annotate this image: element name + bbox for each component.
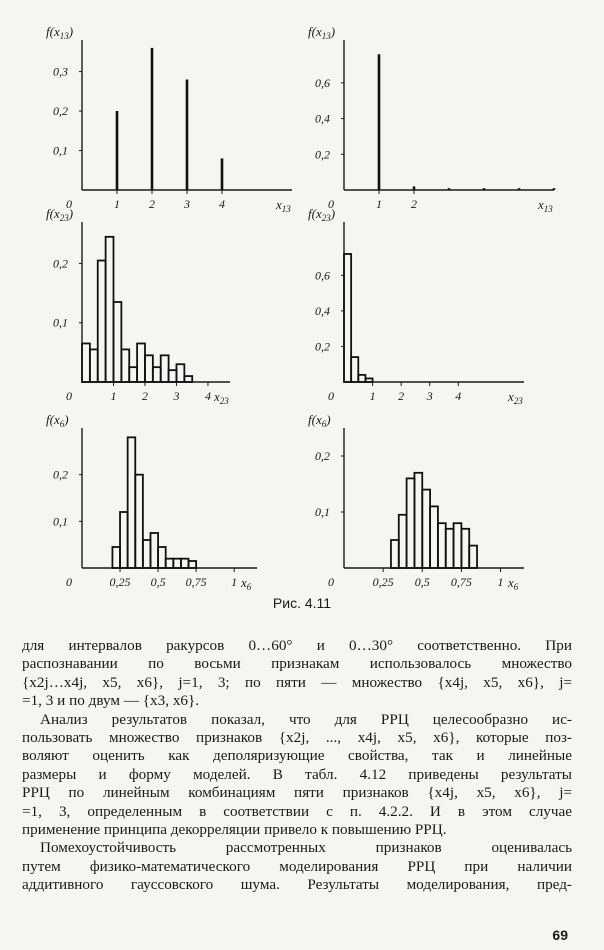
y-tick-label: 0,2 [53, 467, 68, 482]
page-number: 69 [552, 927, 568, 943]
x-tick-label: 0,75 [450, 575, 472, 589]
y-axis-label: $f(x_{13})$ [46, 24, 74, 41]
x-axis-label: $x_{13}$ [538, 197, 553, 214]
x-tick-label: 4 [219, 197, 225, 211]
paragraph [22, 711, 572, 840]
x-tick-label: 2 [149, 197, 155, 211]
x-tick-label: 0,75 [185, 575, 207, 589]
histogram-bar [129, 367, 137, 382]
histogram-bar [120, 512, 128, 568]
origin-label: 0 [66, 575, 72, 589]
text-line: размеры и форму моделей. В табл. 4.12 приведены результаты [22, 765, 572, 783]
histogram-bar [351, 357, 358, 382]
histogram-bar [422, 490, 430, 568]
x-tick-label: 4 [204, 389, 211, 403]
histogram-bar [391, 540, 399, 568]
x-axis-label: $x_{23}$ [214, 389, 229, 406]
x-axis-label: $x_6$ [241, 575, 252, 592]
y-tick-label: 0,6 [315, 268, 330, 283]
x-tick-label: 0,25 [372, 575, 394, 589]
histogram-bar [82, 343, 90, 382]
text-line: применение принципа декорреляции привело к повышению РРЦ. [22, 821, 447, 839]
text-line: путем физико-математического моделирования РРЦ при наличии [22, 857, 572, 875]
text-line: =1, 3 и по двум — {x3, x6}. [22, 692, 200, 710]
x-tick-label: 2 [398, 389, 405, 403]
histogram-bar [414, 473, 422, 568]
x-tick-label: 4 [455, 389, 462, 403]
origin-label: 0 [328, 575, 334, 589]
y-tick-label: 0,4 [315, 303, 330, 318]
y-tick-label: 0,1 [53, 514, 68, 529]
paragraph [22, 637, 572, 711]
x-tick-label: 1 [497, 575, 504, 589]
chart-panel [308, 24, 554, 214]
x-axis-label: $x_{13}$ [276, 197, 291, 214]
histogram-bar [169, 370, 177, 382]
histogram-bar [98, 261, 106, 382]
text-line: распознавании по восьми признакам использовалось множество [22, 655, 572, 673]
y-tick-label: 0,4 [315, 111, 330, 126]
body-text [22, 637, 572, 895]
text-line: {x2j…x4j, x5, x6}, j=1, 3; по пяти — множество {x4j, x5, x6}, j= [22, 673, 572, 691]
histogram-bar [150, 533, 158, 568]
histogram-bar [112, 547, 120, 568]
histogram-bar [158, 547, 166, 568]
histogram-bar [145, 355, 153, 382]
x-tick-label: 0,5 [150, 575, 166, 589]
y-axis-label: $f(x_{23})$ [308, 206, 336, 223]
x-tick-label: 1 [376, 197, 382, 211]
histogram-bar [135, 475, 143, 568]
y-tick-label: 0,2 [53, 256, 68, 271]
text-line: пользовать множество признаков {x2j, ..., x4j, x5, x6}, которые поз- [22, 729, 572, 747]
x-tick-label: 2 [141, 389, 148, 403]
x-tick-label: 0,25 [109, 575, 131, 589]
histogram-bar [161, 355, 169, 382]
origin-label: 0 [66, 197, 72, 211]
y-tick-label: 0,2 [315, 147, 330, 162]
y-tick-label: 0,2 [53, 104, 68, 119]
text-line: Помехоустойчивость рассмотренных признаков оценивалась [40, 839, 572, 857]
y-axis-label: $f(x_6)$ [308, 412, 331, 429]
x-tick-label: 1 [114, 197, 120, 211]
origin-label: 0 [328, 197, 334, 211]
y-tick-label: 0,6 [315, 75, 330, 90]
origin-label: 0 [66, 389, 72, 403]
histogram-bar [128, 437, 136, 568]
text-line: РРЦ по линейным комбинациям пяти признаков {x4j, x5, x6}, j= [22, 784, 572, 802]
figure-caption: Рис. 4.11 [272, 595, 332, 611]
x-tick-label: 2 [411, 197, 417, 211]
histogram-bar [469, 546, 477, 568]
histogram-bar [166, 559, 174, 568]
y-tick-label: 0,1 [315, 505, 330, 519]
chart-panel [308, 206, 524, 406]
y-axis-label: $f(x_{23})$ [46, 206, 74, 223]
histogram-bar [121, 349, 129, 382]
origin-label: 0 [328, 389, 334, 403]
histogram-bar [446, 529, 454, 568]
y-tick-label: 0,1 [53, 315, 68, 330]
paragraph [22, 839, 572, 894]
histogram-bar [365, 378, 372, 382]
y-axis-label: $f(x_{13})$ [308, 24, 336, 41]
histogram-bar [181, 559, 189, 568]
chart-panel [308, 412, 524, 592]
text-line: для интервалов ракурсов 0…60° и 0…30° соответственно. При [22, 637, 572, 654]
histogram-bar [176, 364, 184, 382]
histogram-bar [399, 515, 407, 568]
histogram-bar [173, 559, 181, 568]
histogram-bar [90, 349, 98, 382]
histogram-bar [184, 376, 192, 382]
histogram-bar [438, 523, 446, 568]
x-tick-label: 0,5 [414, 575, 430, 589]
histogram-bar [454, 523, 462, 568]
y-tick-label: 0,1 [53, 143, 68, 158]
x-tick-label: 1 [369, 389, 376, 403]
y-tick-label: 0,2 [315, 339, 330, 354]
x-tick-label: 3 [173, 389, 180, 403]
chart-panel [46, 206, 230, 406]
x-tick-label: 3 [184, 197, 190, 211]
x-tick-label: 1 [110, 389, 117, 403]
text-line: Анализ результатов показал, что для РРЦ целесообразно ис- [40, 710, 572, 728]
histogram-bar [153, 367, 161, 382]
chart-panel [46, 24, 292, 214]
chart-panel [46, 412, 257, 592]
histogram-bar [430, 506, 438, 568]
histogram-bar [106, 237, 114, 382]
x-tick-label: 1 [231, 575, 238, 589]
histogram-bar [461, 529, 469, 568]
histogram-bar [137, 343, 145, 382]
histogram-bar [407, 478, 415, 568]
x-tick-label: 3 [426, 389, 433, 403]
histogram-bar [358, 375, 365, 382]
x-axis-label: $x_{23}$ [508, 389, 523, 406]
text-line: воляют оценить как деполяризующие свойства, так и линейные [22, 747, 572, 765]
y-tick-label: 0,3 [53, 64, 68, 79]
histogram-bar [113, 302, 121, 382]
histogram-bar [189, 561, 197, 568]
x-axis-label: $x_6$ [508, 575, 519, 592]
text-line: аддитивного гауссовского шума. Результаты моделирования, пред- [22, 876, 572, 894]
y-axis-label: $f(x_6)$ [46, 412, 69, 429]
histogram-bar [344, 254, 351, 382]
y-tick-label: 0,2 [315, 449, 330, 463]
text-line: =1, 3, определенным в соответствии с п. 4.2.2. И в этом случае [22, 802, 572, 820]
histogram-bar [143, 540, 151, 568]
